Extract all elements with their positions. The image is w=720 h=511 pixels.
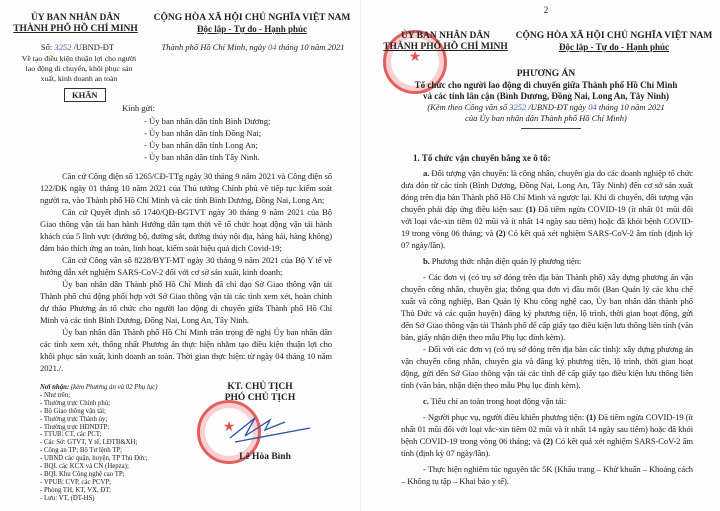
attachment-note [376, 102, 716, 113]
text-run: Có kết quả xét nghiệm SARS-CoV-2 âm tính (định kỳ 07 ngày/lần). [401, 436, 693, 458]
text-run: - Thực hiện nghiêm túc nguyên tắc 5K (Khẩu trang – Khử khuẩn – Khoảng cách – Không tụ tập – Khai báo y tế). [401, 464, 693, 486]
cc-item: - BQL các KCX và CN (Hepza); [40, 463, 129, 471]
attach-number: 3252 [509, 102, 527, 112]
cc-block [40, 384, 200, 503]
cc-note: (kèm Phương án và 02 Phụ lục) [70, 384, 158, 391]
bold-run: (1) [586, 412, 596, 422]
cc-item: - Lưu: VT, (ĐT-HS) [40, 494, 95, 502]
recipient-item: - Ủy ban nhân dân tỉnh Bình Dương; [144, 116, 271, 126]
number-value: 3252 [54, 42, 72, 52]
number-suffix: /UBND-ĐT [73, 42, 115, 52]
text-run: - Người phục vụ, người điều khiển phương tiện: [423, 412, 587, 422]
cc-item: - BQL Khu Công nghệ cao TP; [40, 470, 125, 478]
title-line-1: Tổ chức cho người lao động di chuyển giữa Thành phố Hồ Chí Minh [414, 80, 678, 90]
bold-run: (2) [495, 228, 506, 238]
text-run: Đã tiêm ngừa COVID-19 (ít nhất 01 mũi đối với loại vắc-xin tiêm 02 mũi và ít nhất 14 ngày sau tiêm) hoặc đã khỏi bệnh COVID-19 trong vòng 06 tháng; và [401, 412, 694, 446]
body-paragraph: Ủy ban nhân dân Thành phố Hồ Chí Minh trân trọng đề nghị Ủy ban nhân dân các tỉnh xem xét, thống nhất Phương án thực hiện nhằm tạo điều kiện thuận lợi cho khôi phục sản xuất, kinh doanh an toàn. Thời gian thực hiện: từ ngày 04 tháng 10 năm 2021./. [40, 327, 332, 373]
official-seal-icon: ★ [383, 30, 447, 94]
text-run: Có kết quả xét nghiệm SARS-CoV-2 âm tính (định kỳ 07 ngày/lần). [401, 228, 693, 250]
plan-body [401, 167, 693, 491]
body-paragraph: Căn cứ Công văn số 8228/BYT-MT ngày 30 tháng 9 năm 2021 của Bộ Y tế về hướng dẫn xét nghiệm SARS-CoV-2 đối với cơ sở sản xuất, kinh doanh; [40, 255, 332, 277]
cc-item: - Các Sở: GTVT, Y tế, LĐTB&XH; [40, 439, 138, 447]
section-1-heading: 1. Tổ chức vận chuyển bằng xe ô tô: [413, 153, 551, 163]
place-date-suffix: tháng 10 năm 2021 [278, 42, 345, 52]
motto: Độc lập - Tự do - Hạnh phúc [558, 42, 669, 52]
document-number [10, 42, 145, 52]
cc-item: - TTUB: CT, các PCT; [40, 431, 102, 439]
cc-item: - VPUB: CVP, các PCVP; [40, 478, 112, 486]
cc-item: - Công an TP; Bộ Tư lệnh TP; [40, 447, 123, 455]
cc-item: - Thường trực Thành ủy; [40, 415, 108, 423]
salutation: Kính gửi: [122, 103, 156, 113]
recipient-item: - Ủy ban nhân dân tỉnh Đồng Nai; [144, 128, 262, 138]
recipient-item: - Ủy ban nhân dân tỉnh Long An; [144, 140, 258, 150]
recipient-list [144, 115, 270, 163]
issuer-line1: ỦY BAN NHÂN DÂN [400, 31, 491, 41]
place-date [148, 42, 358, 52]
body-paragraph: Căn cứ Quyết định số 1740/QĐ-BGTVT ngày 30 tháng 9 năm 2021 của Bộ Giao thông vận tải ban hành Hướng dẫn tạm thời về tổ chức hoạt động vận tải hành khách của 5 lĩnh vực (đường bộ, đường sắt, đường thủy nội địa, hàng hải, hàng không) đảm bảo thích ứng an toàn, linh hoạt, kiểm soát hiệu quả dịch Covid-19; [40, 207, 332, 253]
plan-paragraph [401, 343, 693, 391]
issuer-line2: THÀNH PHỐ HỒ CHÍ MINH [13, 24, 138, 34]
text-run: - Các đơn vị (có trụ sở đóng trên địa bàn Thành phố) xây dựng phương án vận chuyển công nhân, chuyên gia; thông qua đơn vị đầu mối (Ban Quản lý các khu chế xuất và công nghiệp, Ban Quản lý Khu công nghệ cao, Ủy ban nhân dân thành phố Thủ Đức và các quận huyện) đăng ký phương tiện, lộ trình, thời gian hoạt động, gửi đến Sở Giao thông vận tải Thành phố để cấp giấy tạo điều kiện lưu thông liên tỉnh (văn bản, giấy nhận diện theo mẫu Phụ lục đính kèm). [401, 272, 693, 342]
body-text [40, 170, 332, 374]
nation-name: CỘNG HÒA XÃ HỘI CHỦ NGHĨA VIỆT NAM [515, 31, 713, 41]
issuer-block [8, 13, 143, 35]
place-date-day: 04 [268, 42, 277, 52]
plan-paragraph [401, 463, 693, 487]
place-date-prefix: Thành phố Hồ Chí Minh, ngày [161, 42, 266, 52]
attach-mid: /UBND-ĐT ngày [528, 102, 587, 112]
cc-item: - Phòng TH, KT, VX, ĐT; [40, 486, 111, 494]
national-heading [509, 31, 719, 53]
plan-paragraph [401, 167, 693, 251]
bold-run: a. [423, 168, 430, 178]
text-run: Tiêu chí an toàn trong hoạt động vận tải: [428, 396, 567, 406]
body-paragraph: Ủy ban nhân dân Thành phố Hồ Chí Minh đã chỉ đạo Sở Giao thông vận tải Thành phố chủ động phối hợp với Sở Giao thông vận tải các tỉnh xem xét, hoàn chỉnh dự thảo Phương án tổ chức cho người lao động di chuyển giữa Thành phố Hồ Chí Minh và các tỉnh Bình Dương, Đồng Nai, Long An, Tây Ninh. [40, 279, 332, 325]
national-heading [146, 13, 358, 35]
official-seal-icon: ★ [197, 400, 261, 464]
text-run: Đối tượng vận chuyển: là công nhân, chuyên gia do các doanh nghiệp tổ chức đưa đón từ các tỉnh (Bình Dương, Đồng Nai, Long An, Tây Ninh) đến cơ sở sản xuất đóng trên địa bàn Thành phố Hồ Chí Minh và ngược lại. Khi di chuyển, đối tượng vận chuyển phải đáp ứng điều kiện sau: [401, 168, 693, 214]
plan-title-block [376, 69, 716, 124]
document-page-2 [360, 0, 720, 511]
sign-title-2: PHÓ CHỦ TỊCH [224, 393, 296, 403]
plan-paragraph [401, 411, 693, 459]
plan-paragraph [401, 395, 693, 407]
urgency-box [64, 88, 106, 101]
text-run: Phương thức nhận diện quản lý phương tiện: [429, 256, 582, 266]
cc-list [40, 392, 200, 503]
cc-item: - Như trên; [40, 391, 71, 399]
plan-paragraph [401, 271, 693, 343]
sign-title-1: KT. CHỦ TỊCH [227, 382, 293, 392]
text-run: - Đối với các đơn vị (có trụ sở đóng trên địa bàn các tỉnh): xây dựng phương án vận chuyển công nhân, chuyên gia và đăng ký phương tiện, lộ trình, thời gian hoạt động, gửi đến Sở Giao thông vận tải các tỉnh để cấp giấy tạo điều kiện lưu thông liên tỉnh (văn bản, nhận diện theo mẫu Phụ lục đính kèm). [401, 344, 693, 390]
page-number: 2 [543, 5, 549, 15]
cc-title: Nơi nhận: [40, 384, 70, 391]
motto: Độc lập - Tự do - Hạnh phúc [196, 24, 307, 34]
subject: Về tạo điều kiện thuận lợi cho người lao động di chuyển, khôi phục sản xuất, kinh doanh an toàn [21, 54, 137, 83]
cc-item: - Thường trực Chính phủ; [40, 399, 111, 407]
issuer-block [383, 31, 508, 53]
urgency-label: KHẨN [64, 88, 106, 102]
bold-run: (1) [525, 204, 536, 214]
doc-type: PHƯƠNG ÁN [516, 69, 576, 79]
title-line-2: và các tỉnh lân cận (Bình Dương, Đồng Nai, Long An, Tây Ninh) [422, 91, 670, 101]
cc-item: - Thường trực HĐNDTP; [40, 423, 110, 431]
issuer-line2: THÀNH PHỐ HỒ CHÍ MINH [383, 42, 508, 52]
cc-item: - UBND các quận, huyện, TP Thủ Đức; [40, 455, 148, 463]
number-label: Số: [40, 42, 53, 52]
attachment-note-line2: của Ủy ban nhân dân Thành phố Hồ Chí Minh) [465, 113, 627, 123]
attach-day: 04 [588, 102, 597, 112]
divider [521, 128, 581, 129]
plan-paragraph [401, 255, 693, 267]
body-paragraph: Căn cứ Công điện số 1265/CĐ-TTg ngày 30 tháng 9 năm 2021 và Công điện số 122/ĐK ngày 01 tháng 10 năm 2021 của Thủ tướng Chính phủ về tiếp tục kiểm soát người ra, vào Thành phố Hồ Chí Minh và các tỉnh Bình Dương, Đồng Nai, Long An; [40, 171, 332, 205]
attach-prefix: (Kèm theo Công văn số [427, 102, 508, 112]
attach-suffix: tháng 10 năm 2021 [598, 102, 665, 112]
bold-run: (2) [543, 436, 553, 446]
signature-icon [225, 410, 315, 444]
recipient-item: - Ủy ban nhân dân tỉnh Tây Ninh. [144, 152, 260, 162]
bold-run: b. [423, 256, 430, 266]
signer-name: Lê Hòa Bình [239, 452, 291, 462]
cc-item: - Bộ Giao thông vận tải; [40, 407, 106, 415]
bold-run: c. [423, 396, 429, 406]
issuer-line1: ỦY BAN NHÂN DÂN [30, 13, 121, 23]
text-run: Đã tiêm ngừa COVID-19 (ít nhất 01 mũi đối với loại vắc-xin tiêm 02 mũi và ít nhất 14 ngày sau tiêm) hoặc đã khỏi bệnh COVID-19 trong vòng 06 tháng; và [401, 204, 693, 238]
nation-name: CỘNG HÒA XÃ HỘI CHỦ NGHĨA VIỆT NAM [153, 13, 351, 23]
